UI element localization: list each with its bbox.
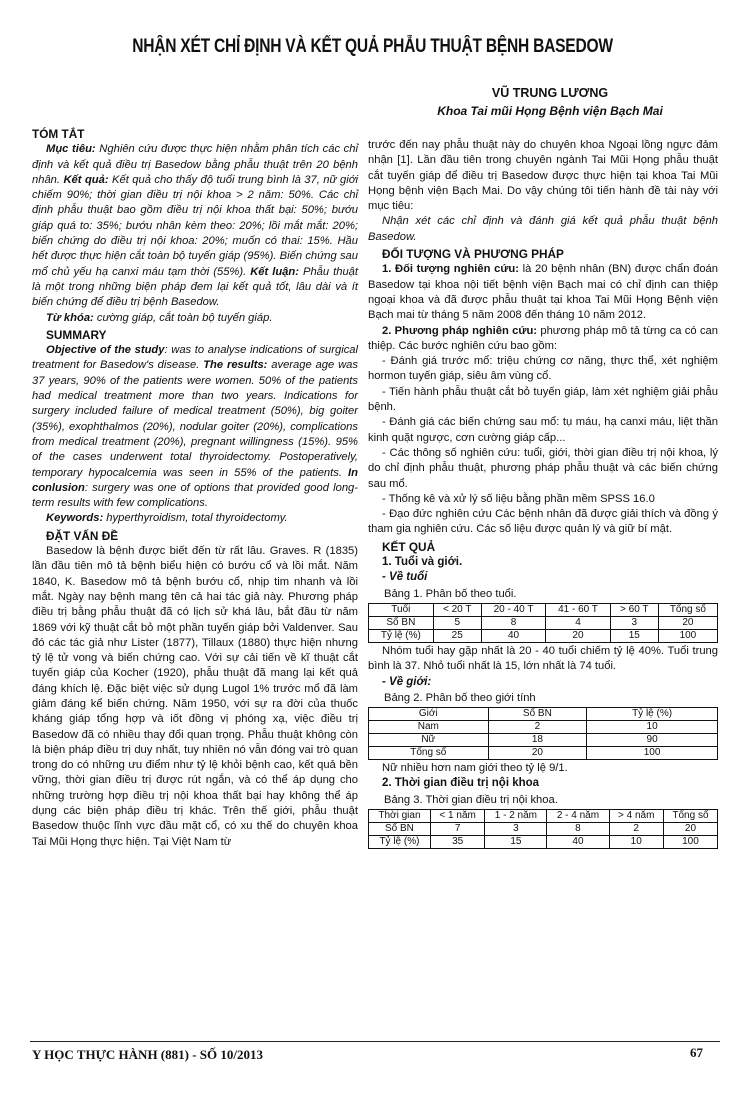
text: là 20 bệnh nhân (BN) được chẩn đoán Basedow tại khoa nội tiết bệnh viện Bạch mai có chỉ định can thiệp ngoại khoa và đã được phẫu thuật tại khoa Tai Mũi Họng Bệnh viện Bạch mai từ tháng 5 năm 2008 đến tháng 10 năm 2012. [368,263,719,322]
introduction-continued: trước đến nay phẫu thuật này do chuyên khoa Ngoại lồng ngực đảm nhận [1]. Lần đầu tiên trong chuyên ngành Tai Mũi Họng phẫu thuật cắt tuyến giáp để điều trị Basedow được thực hiện tại khoa Tai Mũi Họng bệnh viện Bạch Mai. Do vậy chúng tôi tiến hành đề tài này với mục tiêu: [368,139,718,213]
affiliation: Khoa Tai mũi Họng Bệnh viện Bạch Mai [437,104,663,118]
method-bullet: - Đánh giá trước mổ: triệu chứng cơ năng, thực thể, xét nghiệm hormon tuyến giáp, siêu âm vùng cổ. [368,355,718,383]
table-row [369,747,718,760]
table-cell: Số BN [369,822,431,835]
methods-heading: ĐỐI TƯỢNG VÀ PHƯƠNG PHÁP [382,247,564,262]
sex-subheading: - Về giới: [382,675,432,688]
method-bullet: - Các thông số nghiên cứu: tuổi, giới, thời gian điều trị nội khoa, lý do chỉ định phẫu thuật, phương pháp phẫu thuật và các biến chứng sau mổ. [368,446,718,490]
method-bullet: - Đánh giá các biến chứng sau mổ: tụ máu, hạ canxi máu, liệt thần kinh quặt ngược, cơn cường giáp cấp... [368,416,718,444]
table-row [369,616,718,629]
text: Kết quả cho thấy độ tuổi trung bình là 37, nữ giới chiếm 90%; thời gian điều trị nội khoa > 2 năm: 50%. Các chỉ định phẫu thuật bao gồm điều trị nội khoa thất bại: 50%; bướu giáp quá to: 35%; bướu nhân kèm theo: 20%; lồi mắt mắt: 20%; biến chứng do điều trị nội khoa: 20%; muốn có thai: 15%. Hầu hết được thực hiện cắt toàn bộ tuyến giáp (95%). Biến chứng sau mổ chủ yếu hạ canxi máu tạm thời (55%). [32,173,359,278]
table-cell: 3 [610,616,658,629]
left-column [32,125,358,850]
table-row [369,721,718,734]
table-cell: > 4 năm [609,809,663,822]
table-cell: 100 [658,629,717,642]
text: cường giáp, cắt toàn bộ tuyến giáp. [93,311,273,324]
sex-text: Nữ nhiều hơn nam giới theo tỷ lệ 9/1. [382,762,568,775]
age-subheading: - Về tuổi [382,571,428,584]
table-cell: 15 [610,629,658,642]
table-cell: 7 [430,822,484,835]
table-duration [368,809,718,849]
label: Kết luận: [250,265,299,278]
table-row [369,809,718,822]
label: Keywords: [46,512,104,525]
method-bullet: - Tiến hành phẫu thuật cắt bỏ tuyến giáp, làm xét nghiệm giải phẫu bệnh. [368,385,718,414]
table-cell: < 20 T [433,603,481,616]
table-cell: 18 [488,734,587,747]
methods-procedure [368,324,718,355]
table-cell: Giới [369,708,489,721]
table-cell: 20 [663,822,717,835]
table-cell: 8 [481,616,545,629]
table-cell: 10 [609,835,663,848]
table-cell: 2 - 4 năm [547,809,609,822]
table-cell: Nữ [369,734,489,747]
text: average age was 37 years, 90% of the patients were women. 50% of the patients had medical treatment more than two years. Indications for surgery included failure of medical treatment (50%), big goiter (35%), exophthalmos (20%), nodular goiter (20%), complications from medical treatment (20%), pregnant willingness (15%). 95% of the cases underwent total thyroidectomy. Postoperatively, temporary hypocalcemia was seen in 55% of the patients. [32,359,358,479]
table-row [369,629,718,642]
keywords-en [32,511,358,526]
table-cell: 40 [547,835,609,848]
text: : surgery was one of options that provided good long-term results with few complications. [32,481,358,510]
footer-divider [30,1041,720,1042]
method-bullet: - Thống kê và xử lý số liệu bằng phần mềm SPSS 16.0 [382,492,655,505]
label: Objective of the study [46,344,165,357]
table1-caption: Bảng 1. Phân bố theo tuổi. [384,587,517,600]
table3-caption: Bảng 3. Thời gian điều trị nội khoa. [384,793,558,806]
table-cell: 20 - 40 T [481,603,545,616]
text: Phẫu thuật là một trong những biện pháp đem lại kết quả tốt, lâu dài và ít biến chứng để điều trị bệnh Basedow. [32,265,358,309]
table-cell: Số BN [369,616,434,629]
label: 1. Đối tượng nghiên cứu: [382,263,519,276]
table-cell: 10 [587,721,718,734]
introduction-text: Basedow là bệnh được biết đến từ rất lâu. Graves. R (1835) lần đầu tiên mô tả bệnh biểu hiện có bướu cổ và lồi mắt. Năm 1840, K. Basedow mô tả bệnh bướu cổ, nhịp tim nhanh và lồi mắt. Ngày nay bệnh mang tên cả hai tác giả này. Phương pháp điều trị bằng phẫu thuật đã có lịch sử khá lâu, bắt đầu từ năm 1869 với kỹ thuật cắt bỏ một phần tuyến giáp bởi Valdenver. Sau đó các tác giả như Lister (1877), Tillaux (1880) thực hiện nhưng tỷ lệ tử vong và biến chứng cao. Với sự cải tiến về kĩ thuật cắt tuyến giáp của Kocher (1920), phẫu thuật đã mang lại kết quả đáng khích lệ. Đặc biệt việc sử dụng Lugol 1% trước mổ đã làm giảm đáng kể biến chứng. Năm 1950, với sự ra đời của thuốc kháng giáp tổng hợp và iốt đồng vị phóng xạ, việc điều trị Basedow đã có nhiều thay đổi quan trọng. Phẫu thuật không còn là biện pháp điều trị duy nhất, tuy nhiên nó vẫn đóng vai trò quan trong do có những ưu điểm như tỷ lệ khỏi bệnh cao, kết quả bền vững, thời gian điều trị được rút ngắn, và có thể áp dụng cho những trường hợp điều trị nội khoa thất bại hay không thể áp dụng các biện pháp điều trị khác. Trên thế giới, phẫu thuật Basedow thuộc lĩnh vực đầu mặt cổ, có xu thế do chuyên khoa Tai Mũi Họng thực hiện. Tại Việt Nam từ [32,545,358,848]
text: : was to analyse indications of surgical treatment for Basedow's disease. [32,344,358,372]
table-row [369,734,718,747]
right-column [368,138,718,850]
abstract-en [32,343,358,511]
article-title: NHẬN XÉT CHỈ ĐỊNH VÀ KẾT QUẢ PHẪU THUẬT BỆNH BASEDOW [132,36,613,57]
table-row [369,822,718,835]
text: hyperthyroidism, total thyroidectomy. [103,512,288,525]
page-number: 67 [690,1045,703,1060]
label: Từ khóa: [46,311,94,324]
table-cell: Tuổi [369,603,434,616]
table-sex [368,707,718,760]
table-cell: Tỷ lệ (%) [587,708,718,721]
table-cell: 1 - 2 năm [485,809,547,822]
table-cell: 35 [430,835,484,848]
age-text: Nhóm tuổi hay gặp nhất là 20 - 40 tuổi chiếm tỷ lệ 40%. Tuổi trung bình là 37. Nhỏ tuổi nhất là 15, lớn nhất là 74 tuổi. [368,644,718,673]
journal-footer: Y HỌC THỰC HÀNH (881) - SỐ 10/2013 [32,1047,263,1062]
table-cell: 90 [587,734,718,747]
methods-subjects [368,262,718,323]
introduction-heading: ĐẶT VẤN ĐỀ [46,528,119,543]
treatment-duration-heading: 2. Thời gian điều trị nội khoa [382,777,540,790]
table-cell: Tỷ lệ (%) [369,835,431,848]
label: Mục tiêu: [46,143,96,156]
abstract-heading: TÓM TẮT [32,127,85,141]
keywords-vi [32,311,358,326]
table-cell: Số BN [488,708,587,721]
table-cell: 20 [488,747,587,760]
table-age [368,603,718,643]
table-cell: 100 [663,835,717,848]
table-row [369,603,718,616]
abstract-vi [32,142,358,310]
table-cell: Nam [369,721,489,734]
author: VŨ TRUNG LƯƠNG [491,86,609,100]
label: 2. Phương pháp nghiên cứu: [382,324,538,337]
label: In conlusion [32,466,358,494]
table-cell: 40 [481,629,545,642]
table-cell: 41 - 60 T [546,603,610,616]
label: Kết quả: [63,173,109,186]
table-cell: 15 [485,835,547,848]
table-cell: 2 [488,721,587,734]
table-cell: Tổng số [658,603,717,616]
table-cell: Tổng số [369,747,489,760]
table2-caption: Bảng 2. Phân bố theo giới tính [384,691,536,704]
table-cell: 2 [609,822,663,835]
table-cell: 3 [485,822,547,835]
method-bullet: - Đạo đức nghiên cứu Các bệnh nhân đã được giải thích và đồng ý tham gia nghiên cứu. Các số liệu được quản lý và giữ bí mật. [368,508,718,536]
table-row [369,835,718,848]
results-heading: KẾT QUẢ [382,539,436,554]
table-cell: Tổng số [663,809,717,822]
table-cell: 100 [587,747,718,760]
table-cell: 25 [433,629,481,642]
objective: Nhận xét các chỉ định và đánh giá kết quả phẫu thuật bệnh Basedow. [368,215,718,243]
results-age-sex-heading: 1. Tuổi và giới. [382,556,463,569]
table-cell: 20 [658,616,717,629]
table-cell: 5 [433,616,481,629]
table-row [369,708,718,721]
label: The results: [203,359,268,372]
table-cell: < 1 năm [430,809,484,822]
summary-heading: SUMMARY [46,327,107,342]
table-cell: 4 [546,616,610,629]
table-cell: Thời gian [369,809,431,822]
text: Nghiên cứu được thực hiện nhằm phân tích các chỉ định và kết quả điều trị Basedow bằng phẫu thuật trên 20 bệnh nhân. [32,143,358,186]
table-cell: 20 [546,629,610,642]
table-cell: > 60 T [610,603,658,616]
table-cell: 8 [547,822,609,835]
text: phương pháp mô tả từng ca có can thiệp. Các bước nghiên cứu bao gồm: [368,324,718,352]
table-cell: Tỷ lệ (%) [369,629,434,642]
